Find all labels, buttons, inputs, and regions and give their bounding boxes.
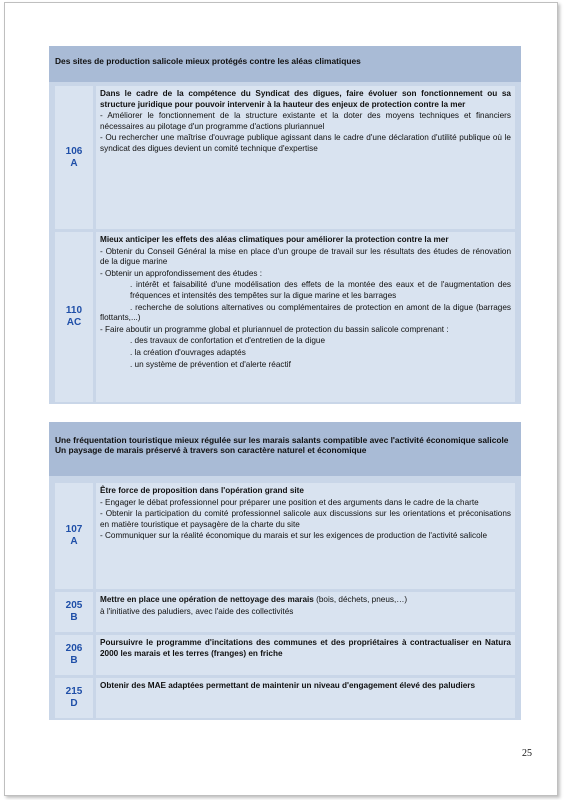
action-row-106 (55, 86, 515, 229)
action-item: à l'initiative des paludiers, avec l'aide des collectivités (100, 606, 294, 616)
action-content (96, 678, 515, 718)
section-title: Des sites de production salicole mieux protégés contre les aléas climatiques (49, 46, 521, 82)
action-subitem: . recherche de solutions alternatives ou complémentaires de protection en amont de la digue (barrages flottants,...) (100, 302, 511, 323)
action-code: B (70, 655, 78, 666)
action-item: - Ou rechercher une maîtrise d'ouvrage publique agissant dans le cadre d'une déclaration d'utilité publique où le syndicat des digues devient un comité technique d'expertise (100, 133, 511, 153)
action-heading: Mieux anticiper les effets des aléas climatiques pour améliorer la protection contre la mer (100, 235, 449, 244)
action-id: 106 (65, 145, 83, 157)
action-code: AC (66, 317, 82, 328)
action-item: - Améliorer le fonctionnement de la structure existante et la doter des moyens techniques et financiers nécessaires au pilotage d'un programme d'actions pluriannuel (100, 111, 511, 131)
action-number (55, 678, 93, 718)
action-content (96, 635, 515, 675)
action-number (55, 86, 93, 229)
action-row-110 (55, 232, 515, 402)
action-heading-line (100, 595, 511, 606)
section-tourism-landscape (49, 422, 521, 720)
action-heading-suffix: (bois, déchets, pneus,…) (313, 595, 408, 604)
action-number (55, 232, 93, 402)
action-code: A (70, 157, 78, 169)
action-number (55, 635, 93, 675)
action-heading: Dans le cadre de la compétence du Syndicat des digues, faire évoluer son fonctionnement ou sa structure juridique pour pouvoir intervenir à la hauteur des enjeux de protection contre la mer (100, 89, 511, 109)
action-subitem: . des travaux de confortation et d'entretien de la digue (130, 336, 326, 346)
action-code: D (70, 698, 78, 709)
action-item: - Obtenir du Conseil Général la mise en place d'un groupe de travail sur les résultats des études de rénovation de la digue marine (100, 246, 511, 267)
action-content (96, 86, 515, 229)
action-item: - Obtenir la participation du comité professionnel salicole aux discussions sur les orientations et préconisations en matière touristique et paysagère de la charte du site (100, 509, 511, 529)
page-number: 25 (522, 748, 532, 759)
action-id: 206 (65, 643, 83, 654)
action-number (55, 592, 93, 632)
section-title-line: Une fréquentation touristique mieux régulée sur les marais salants compatible avec l'activité économique salicole (55, 435, 509, 445)
action-code: A (70, 536, 78, 547)
action-id: 215 (65, 686, 83, 697)
action-row-205 (55, 592, 515, 632)
action-content (96, 592, 515, 632)
action-heading: Obtenir des MAE adaptées permettant de maintenir un niveau d'engagement élevé des paludiers (100, 681, 476, 690)
section-title-line: Un paysage de marais préservé à travers son caractère naturel et économique (55, 445, 367, 455)
section-climate-protection (49, 46, 521, 404)
action-heading: Poursuivre le programme d'incitations des communes et des propriétaires à contractualiser en Natura 2000 les marais et les terres (franges) en friche (100, 638, 511, 658)
action-subitem: . un système de prévention et d'alerte réactif (130, 359, 291, 369)
action-row-206 (55, 635, 515, 675)
action-id: 110 (65, 305, 83, 316)
action-item: - Faire aboutir un programme global et pluriannuel de protection du bassin salicole comprenant : (100, 324, 449, 334)
action-item: - Engager le débat professionnel pour préparer une position et des arguments dans le cadre de la charte (100, 497, 479, 507)
section-title (49, 422, 521, 476)
action-id: 205 (65, 600, 83, 611)
action-item: - Obtenir un approfondissement des études : (100, 268, 263, 278)
action-row-107 (55, 483, 515, 589)
action-content (96, 232, 515, 402)
action-id: 107 (65, 524, 83, 535)
action-subitem: . intérêt et faisabilité d'une modélisation des effets de la montée des eaux et de l'augmentation des fréquences et intensités des tempêtes sur la digue marine et les barrages (130, 280, 511, 300)
action-content (96, 483, 515, 589)
action-row-215 (55, 678, 515, 718)
action-subitem: . la création d'ouvrages adaptés (130, 347, 246, 357)
action-code: B (70, 612, 78, 623)
action-item: - Communiquer sur la réalité économique du marais et sur les exigences de production de l'activité salicole (100, 531, 488, 541)
action-heading: Mettre en place une opération de nettoyage des marais (100, 595, 314, 604)
action-heading: Être force de proposition dans l'opération grand site (100, 486, 304, 495)
action-number (55, 483, 93, 589)
